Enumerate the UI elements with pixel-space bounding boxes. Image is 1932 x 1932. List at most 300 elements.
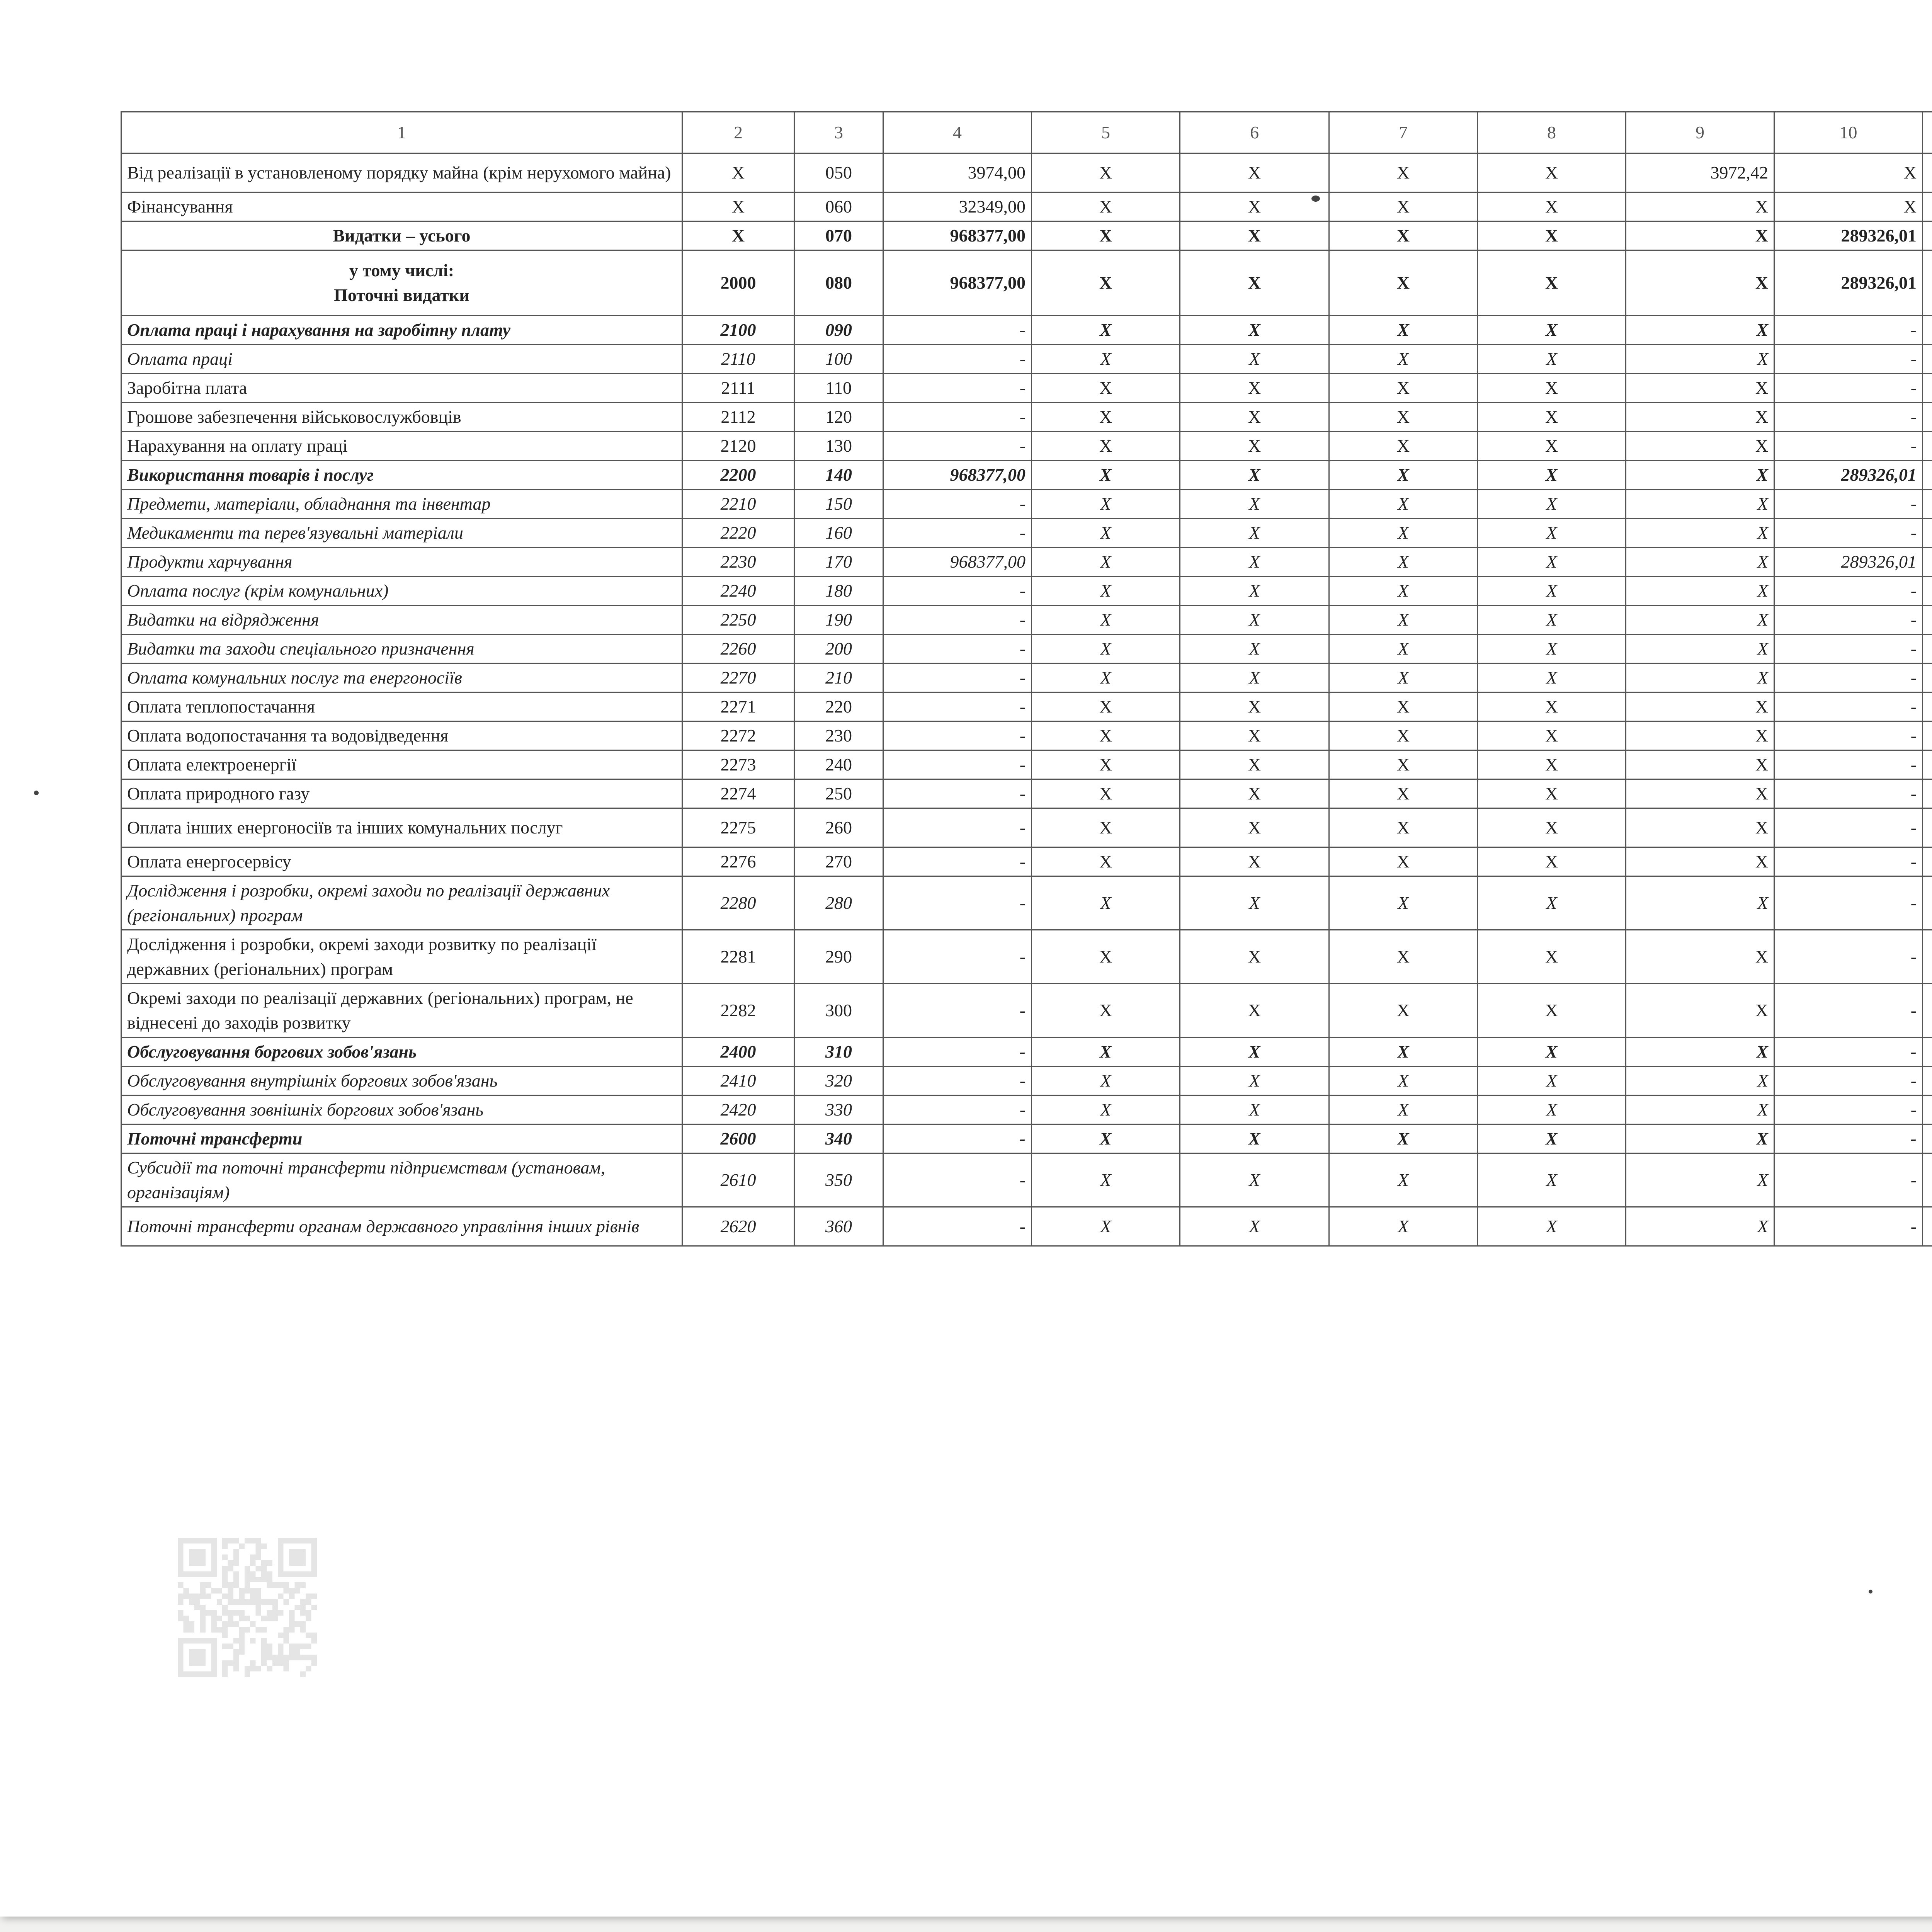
value-cell: X (1478, 461, 1626, 490)
value-cell: X (1478, 750, 1626, 779)
row-code-cell: 270 (794, 847, 883, 876)
amount-cell: X (1626, 808, 1774, 847)
amount-cell: - (1774, 663, 1923, 692)
amount-cell: - (883, 432, 1032, 461)
value-cell: X (1478, 721, 1626, 750)
value-cell: X (1180, 490, 1329, 519)
value-cell (1923, 930, 1932, 984)
value-cell: X (1180, 316, 1329, 345)
amount-cell: 32349,00 (883, 192, 1032, 221)
row-code-cell: 100 (794, 345, 883, 374)
kekv-code-cell: 2275 (682, 808, 794, 847)
value-cell: X (1180, 634, 1329, 663)
amount-cell: - (883, 984, 1032, 1037)
value-cell: X (1329, 316, 1478, 345)
indicator-name-cell: Від реалізації в установленому порядку майна (крім нерухомого майна) (121, 153, 682, 192)
value-cell: X (1329, 692, 1478, 721)
amount-cell: X (1626, 250, 1774, 316)
amount-cell: - (1774, 374, 1923, 403)
value-cell: X (1032, 1153, 1180, 1207)
amount-cell: - (883, 808, 1032, 847)
amount-cell: - (883, 750, 1032, 779)
amount-cell: - (1774, 345, 1923, 374)
kekv-code-cell: 2280 (682, 876, 794, 930)
value-cell (1923, 432, 1932, 461)
row-code-cell: 280 (794, 876, 883, 930)
kekv-code-cell: 2230 (682, 548, 794, 577)
value-cell (1923, 316, 1932, 345)
value-cell: X (1032, 779, 1180, 808)
amount-cell: X (1626, 779, 1774, 808)
amount-cell: X (1626, 432, 1774, 461)
value-cell (1923, 548, 1932, 577)
value-cell: X (1180, 721, 1329, 750)
scan-speck (1869, 1590, 1872, 1594)
row-code-cell: 240 (794, 750, 883, 779)
value-cell: X (1478, 153, 1626, 192)
table-row (121, 519, 1932, 548)
kekv-code-cell: 2400 (682, 1037, 794, 1066)
value-cell: X (1180, 1207, 1329, 1246)
value-cell: X (1478, 876, 1626, 930)
kekv-code-cell: X (682, 192, 794, 221)
kekv-code-cell: 2000 (682, 250, 794, 316)
value-cell: X (1329, 1124, 1478, 1153)
indicator-name-cell: Оплата теплопостачання (121, 692, 682, 721)
kekv-code-cell: 2420 (682, 1095, 794, 1124)
kekv-code-cell: 2200 (682, 461, 794, 490)
indicator-name-cell: Використання товарів і послуг (121, 461, 682, 490)
row-code-cell: 320 (794, 1066, 883, 1095)
kekv-code-cell: 2276 (682, 847, 794, 876)
indicator-name-cell: Видатки та заходи спеціального призначення (121, 634, 682, 663)
column-number-cell: 9 (1626, 112, 1774, 153)
value-cell (1923, 153, 1932, 192)
kekv-code-cell: 2600 (682, 1124, 794, 1153)
amount-cell: X (1626, 930, 1774, 984)
table-row (121, 548, 1932, 577)
indicator-name-cell: Обслуговування боргових зобов'язань (121, 1037, 682, 1066)
amount-cell: - (883, 403, 1032, 432)
value-cell: X (1032, 750, 1180, 779)
amount-cell: - (1774, 1124, 1923, 1153)
value-cell: X (1032, 519, 1180, 548)
amount-cell: - (883, 1124, 1032, 1153)
value-cell: X (1478, 490, 1626, 519)
row-code-cell: 140 (794, 461, 883, 490)
kekv-code-cell: 2272 (682, 721, 794, 750)
value-cell: X (1032, 577, 1180, 605)
budget-report-table (121, 111, 1932, 1247)
amount-cell: - (883, 847, 1032, 876)
table-row (121, 1207, 1932, 1246)
value-cell: X (1329, 403, 1478, 432)
value-cell: X (1329, 432, 1478, 461)
table-row (121, 490, 1932, 519)
value-cell: X (1478, 634, 1626, 663)
row-code-cell: 230 (794, 721, 883, 750)
kekv-code-cell: 2112 (682, 403, 794, 432)
kekv-code-cell: 2110 (682, 345, 794, 374)
value-cell: X (1478, 519, 1626, 548)
value-cell: X (1478, 1153, 1626, 1207)
row-code-cell: 250 (794, 779, 883, 808)
amount-cell: - (1774, 634, 1923, 663)
kekv-code-cell: 2210 (682, 490, 794, 519)
kekv-code-cell: 2281 (682, 930, 794, 984)
amount-cell: X (1626, 876, 1774, 930)
amount-cell: - (883, 345, 1032, 374)
indicator-name-cell: Оплата комунальних послуг та енергоносіїв (121, 663, 682, 692)
value-cell (1923, 663, 1932, 692)
value-cell (1923, 1066, 1932, 1095)
amount-cell: - (883, 1095, 1032, 1124)
amount-cell: - (1774, 403, 1923, 432)
row-code-cell: 290 (794, 930, 883, 984)
value-cell: X (1032, 1037, 1180, 1066)
value-cell: X (1478, 548, 1626, 577)
amount-cell: - (1774, 1095, 1923, 1124)
value-cell: X (1180, 1153, 1329, 1207)
table-row (121, 984, 1932, 1037)
value-cell: X (1180, 876, 1329, 930)
indicator-name-cell: Окремі заходи по реалізації державних (регіональних) програм, не віднесені до заходів розвитку (121, 984, 682, 1037)
column-number-cell: 4 (883, 112, 1032, 153)
table-row (121, 221, 1932, 250)
value-cell: X (1329, 345, 1478, 374)
table-row (121, 930, 1932, 984)
table-row (121, 750, 1932, 779)
value-cell: X (1032, 153, 1180, 192)
row-code-cell: 130 (794, 432, 883, 461)
value-cell (1923, 634, 1932, 663)
indicator-name-cell: Поточні трансферти (121, 1124, 682, 1153)
indicator-name-cell: Оплата природного газу (121, 779, 682, 808)
table-row (121, 461, 1932, 490)
value-cell: X (1180, 250, 1329, 316)
amount-cell: - (1774, 1207, 1923, 1246)
amount-cell: - (1774, 1037, 1923, 1066)
value-cell: X (1180, 403, 1329, 432)
amount-cell: - (883, 1153, 1032, 1207)
value-cell: X (1180, 750, 1329, 779)
amount-cell: 968377,00 (883, 221, 1032, 250)
table-row (121, 1066, 1932, 1095)
amount-cell: - (1774, 1066, 1923, 1095)
value-cell: X (1329, 221, 1478, 250)
value-cell: X (1478, 403, 1626, 432)
amount-cell: - (883, 663, 1032, 692)
amount-cell: - (883, 779, 1032, 808)
amount-cell: X (1626, 663, 1774, 692)
value-cell: X (1032, 345, 1180, 374)
amount-cell: X (1626, 984, 1774, 1037)
value-cell: X (1329, 1207, 1478, 1246)
value-cell: X (1478, 1095, 1626, 1124)
indicator-name-cell: Поточні трансферти органам державного управління інших рівнів (121, 1207, 682, 1246)
value-cell: X (1329, 808, 1478, 847)
value-cell: X (1329, 1153, 1478, 1207)
value-cell: X (1329, 461, 1478, 490)
value-cell: X (1478, 779, 1626, 808)
value-cell: X (1180, 808, 1329, 847)
value-cell: X (1180, 847, 1329, 876)
value-cell: X (1032, 605, 1180, 634)
amount-cell: - (1774, 721, 1923, 750)
value-cell: X (1329, 1037, 1478, 1066)
kekv-code-cell: 2100 (682, 316, 794, 345)
indicator-name-cell: Оплата енергосервісу (121, 847, 682, 876)
amount-cell: X (1626, 374, 1774, 403)
row-code-cell: 300 (794, 984, 883, 1037)
amount-cell: - (883, 519, 1032, 548)
amount-cell: - (1774, 605, 1923, 634)
value-cell: X (1180, 779, 1329, 808)
row-code-cell: 260 (794, 808, 883, 847)
value-cell: X (1329, 519, 1478, 548)
indicator-name-cell: Обслуговування зовнішніх боргових зобов'язань (121, 1095, 682, 1124)
table-body (121, 112, 1932, 1246)
table-row (121, 403, 1932, 432)
value-cell: X (1329, 663, 1478, 692)
value-cell (1923, 779, 1932, 808)
indicator-name-cell: Фінансування (121, 192, 682, 221)
table-row (121, 577, 1932, 605)
row-code-cell: 070 (794, 221, 883, 250)
value-cell (1923, 192, 1932, 221)
amount-cell: - (883, 577, 1032, 605)
table-row (121, 692, 1932, 721)
value-cell (1923, 847, 1932, 876)
column-number-cell: 1 (121, 112, 682, 153)
row-code-cell: 120 (794, 403, 883, 432)
value-cell (1923, 721, 1932, 750)
value-cell (1923, 808, 1932, 847)
column-number-cell: 5 (1032, 112, 1180, 153)
indicator-name-cell: Продукти харчування (121, 548, 682, 577)
row-code-cell: 050 (794, 153, 883, 192)
amount-cell: - (1774, 432, 1923, 461)
indicator-name-cell: Видатки – усього (121, 221, 682, 250)
table-row (121, 345, 1932, 374)
table-row (121, 1153, 1932, 1207)
value-cell: X (1032, 490, 1180, 519)
indicator-name-cell: Оплата інших енергоносіїв та інших комунальних послуг (121, 808, 682, 847)
amount-cell: 3974,00 (883, 153, 1032, 192)
value-cell: X (1478, 577, 1626, 605)
amount-cell: - (883, 876, 1032, 930)
amount-cell: - (883, 721, 1032, 750)
amount-cell: X (1626, 692, 1774, 721)
value-cell (1923, 577, 1932, 605)
value-cell: X (1329, 634, 1478, 663)
row-code-cell: 360 (794, 1207, 883, 1246)
value-cell: X (1329, 605, 1478, 634)
table-row (121, 721, 1932, 750)
value-cell: X (1329, 876, 1478, 930)
amount-cell: X (1626, 461, 1774, 490)
amount-cell: X (1626, 1037, 1774, 1066)
value-cell (1923, 221, 1932, 250)
value-cell: X (1180, 577, 1329, 605)
value-cell (1923, 490, 1932, 519)
amount-cell: X (1774, 192, 1923, 221)
value-cell: X (1180, 519, 1329, 548)
value-cell: X (1032, 847, 1180, 876)
amount-cell: - (1774, 984, 1923, 1037)
value-cell: X (1329, 779, 1478, 808)
value-cell: X (1032, 634, 1180, 663)
indicator-name-cell: Субсидії та поточні трансферти підприємствам (установам, організаціям) (121, 1153, 682, 1207)
value-cell: X (1180, 1037, 1329, 1066)
value-cell: X (1478, 692, 1626, 721)
value-cell: X (1032, 250, 1180, 316)
kekv-code-cell: 2610 (682, 1153, 794, 1207)
value-cell: X (1032, 1095, 1180, 1124)
value-cell: X (1478, 374, 1626, 403)
amount-cell: - (883, 1207, 1032, 1246)
kekv-code-cell: 2120 (682, 432, 794, 461)
kekv-code-cell: 2111 (682, 374, 794, 403)
kekv-code-cell: 2270 (682, 663, 794, 692)
value-cell: X (1032, 192, 1180, 221)
indicator-name-cell: Оплата послуг (крім комунальних) (121, 577, 682, 605)
value-cell: X (1329, 192, 1478, 221)
value-cell: X (1180, 432, 1329, 461)
table-row (121, 374, 1932, 403)
table-row (121, 316, 1932, 345)
value-cell: X (1478, 250, 1626, 316)
value-cell (1923, 1124, 1932, 1153)
value-cell: X (1329, 847, 1478, 876)
value-cell: X (1180, 192, 1329, 221)
value-cell (1923, 461, 1932, 490)
amount-cell: X (1626, 1124, 1774, 1153)
amount-cell: X (1626, 1207, 1774, 1246)
amount-cell: X (1626, 490, 1774, 519)
amount-cell: 289326,01 (1774, 250, 1923, 316)
value-cell: X (1329, 1066, 1478, 1095)
table-row (121, 605, 1932, 634)
table-row (121, 192, 1932, 221)
value-cell: X (1478, 1066, 1626, 1095)
row-code-cell: 330 (794, 1095, 883, 1124)
value-cell (1923, 692, 1932, 721)
value-cell (1923, 250, 1932, 316)
value-cell: X (1180, 1124, 1329, 1153)
indicator-name-cell: Дослідження і розробки, окремі заходи розвитку по реалізації державних (регіональних) програм (121, 930, 682, 984)
amount-cell: - (1774, 750, 1923, 779)
value-cell: X (1478, 1207, 1626, 1246)
column-number-cell: 10 (1774, 112, 1923, 153)
table-row (121, 1037, 1932, 1066)
row-code-cell: 310 (794, 1037, 883, 1066)
value-cell: X (1180, 605, 1329, 634)
amount-cell: 968377,00 (883, 461, 1032, 490)
amount-cell: - (1774, 316, 1923, 345)
scan-speck (1311, 196, 1320, 202)
value-cell: X (1180, 1066, 1329, 1095)
value-cell: X (1032, 1124, 1180, 1153)
amount-cell: X (1626, 605, 1774, 634)
amount-cell: 289326,01 (1774, 461, 1923, 490)
amount-cell: 289326,01 (1774, 548, 1923, 577)
amount-cell: X (1626, 1066, 1774, 1095)
table-row (121, 1095, 1932, 1124)
amount-cell: X (1774, 153, 1923, 192)
value-cell: X (1329, 930, 1478, 984)
value-cell: X (1180, 153, 1329, 192)
value-cell (1923, 1207, 1932, 1246)
row-code-cell: 210 (794, 663, 883, 692)
kekv-code-cell: X (682, 153, 794, 192)
value-cell: X (1329, 374, 1478, 403)
indicator-name-cell: у тому числі: Поточні видатки (121, 250, 682, 316)
indicator-name-cell: Заробітна плата (121, 374, 682, 403)
table-row (121, 808, 1932, 847)
table-row (121, 250, 1932, 316)
row-code-cell: 060 (794, 192, 883, 221)
row-code-cell: 200 (794, 634, 883, 663)
indicator-name-cell: Обслуговування внутрішніх боргових зобов'язань (121, 1066, 682, 1095)
amount-cell: X (1626, 634, 1774, 663)
value-cell: X (1180, 345, 1329, 374)
value-cell (1923, 1095, 1932, 1124)
kekv-code-cell: 2240 (682, 577, 794, 605)
amount-cell: 289326,01 (1774, 221, 1923, 250)
amount-cell: X (1626, 847, 1774, 876)
value-cell: X (1478, 1037, 1626, 1066)
indicator-name-cell: Грошове забезпечення військовослужбовців (121, 403, 682, 432)
indicator-name-cell: Нарахування на оплату праці (121, 432, 682, 461)
amount-cell: - (883, 1066, 1032, 1095)
value-cell: X (1180, 374, 1329, 403)
row-code-cell: 110 (794, 374, 883, 403)
amount-cell: X (1626, 548, 1774, 577)
indicator-name-cell: Оплата електроенергії (121, 750, 682, 779)
value-cell: X (1180, 692, 1329, 721)
amount-cell: X (1626, 577, 1774, 605)
value-cell: X (1180, 984, 1329, 1037)
value-cell (1923, 1153, 1932, 1207)
value-cell: X (1180, 663, 1329, 692)
amount-cell: X (1626, 345, 1774, 374)
table-row (121, 663, 1932, 692)
value-cell: X (1478, 221, 1626, 250)
value-cell: X (1329, 721, 1478, 750)
kekv-code-cell: 2274 (682, 779, 794, 808)
value-cell: X (1032, 432, 1180, 461)
value-cell (1923, 403, 1932, 432)
column-number-row (121, 112, 1932, 153)
value-cell: X (1478, 663, 1626, 692)
table-row (121, 876, 1932, 930)
kekv-code-cell: 2271 (682, 692, 794, 721)
table-row (121, 634, 1932, 663)
indicator-name-cell: Предмети, матеріали, обладнання та інвентар (121, 490, 682, 519)
value-cell: X (1032, 876, 1180, 930)
value-cell: X (1329, 153, 1478, 192)
table-row (121, 847, 1932, 876)
indicator-name-cell: Дослідження і розробки, окремі заходи по реалізації державних (регіональних) програм (121, 876, 682, 930)
amount-cell: 968377,00 (883, 548, 1032, 577)
column-number-cell: 8 (1478, 112, 1626, 153)
amount-cell: - (883, 605, 1032, 634)
amount-cell: X (1626, 750, 1774, 779)
value-cell (1923, 750, 1932, 779)
row-code-cell: 340 (794, 1124, 883, 1153)
indicator-name-cell: Оплата праці (121, 345, 682, 374)
